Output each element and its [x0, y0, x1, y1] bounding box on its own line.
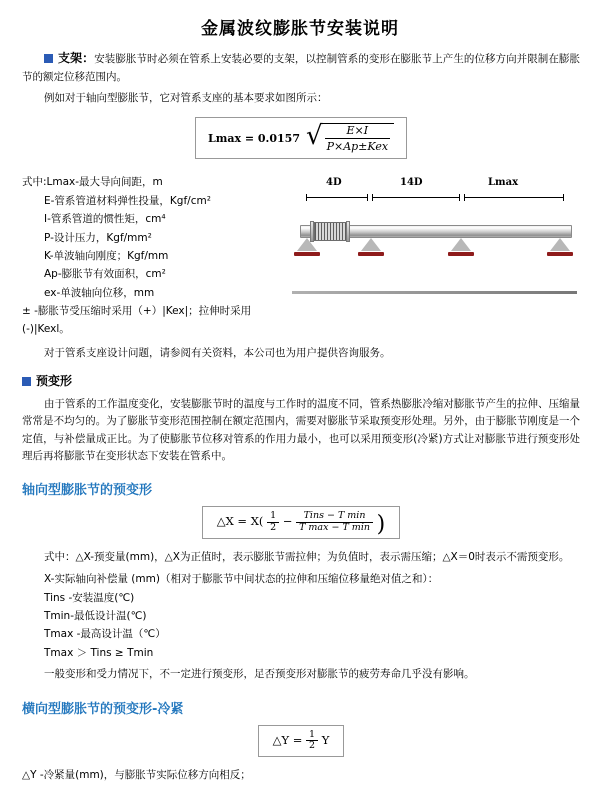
support-icon [547, 238, 573, 256]
support-icon [358, 238, 384, 256]
blue-square-bullet-icon [22, 377, 31, 386]
dimension-segment-lmax [464, 197, 564, 198]
document-content [0, 49, 600, 785]
definition-item: 式中:Lmax-最大导向间距，m [22, 176, 163, 189]
axial-item: Tins -安装温度(℃) [44, 591, 135, 604]
axial-temp-num: Tins − T min [296, 511, 373, 523]
definition-item: E-管系管道材料弹性投量，Kgf/cm² [44, 194, 211, 207]
expansion-joint-diagram [292, 177, 577, 297]
formula-lmax-container [22, 117, 580, 159]
transverse-formula-rhs: Y [321, 732, 330, 747]
dimension-segment-14d [372, 197, 460, 198]
predeform-heading-row [22, 372, 580, 392]
axial-item: Tmax -最高设计温（℃） [44, 628, 166, 641]
definitions-list [22, 173, 292, 338]
axial-section-heading: 轴向型膨胀节的预变形 [22, 483, 153, 499]
axial-formula-lhs: △X = X( [216, 514, 264, 529]
formula-lmax-lhs: Lmax = 0.0157 [207, 131, 300, 145]
support-icon [294, 238, 320, 256]
transverse-formula-container [22, 725, 580, 758]
formula-lmax-denominator: P×Ap±Kex [326, 140, 389, 154]
diagram-dimension-lines [292, 193, 577, 203]
definition-item: ± -膨胀节受压缩时采用（+）|Kex|；拉伸时采用(-)|Kexl。 [22, 305, 252, 336]
axial-formula-minus: − [282, 514, 293, 529]
axial-formula-half [267, 511, 279, 534]
axial-formula-container [22, 506, 580, 539]
diagram-label-lmax: Lmax [488, 177, 519, 189]
sqrt-symbol-icon: √ $\frac{E\times I}{\text{P×Ap±Kex}}$ [306, 123, 394, 153]
transverse-formula-half [306, 730, 318, 753]
axial-temp-den: T max − T min [299, 522, 370, 534]
axial-description: 式中：△X-预变量(mm)，△X为正值时，表示膨胀节需拉伸；为负值时，表示需压缩；△X＝0时表示不需预变形。 [44, 551, 570, 563]
transverse-description: △Y -冷紧量(mm)，与膨胀节实际位移方向相反； [22, 769, 251, 782]
axial-footer: 一般变形和受力情况下，不一定进行预变形，足否预变形对膨胀节的疲劳寿命几乎没有影响。 [44, 668, 475, 681]
definition-item: ex-单波轴向位移，mm [44, 286, 155, 299]
page-title: 金属波纹膨胀节安装说明 [201, 19, 399, 39]
axial-item: Tmax ＞ Tins ≥ Tmin [44, 646, 154, 659]
bracket-heading: 支架： [58, 51, 95, 65]
support-icon [448, 238, 474, 256]
bracket-note: 对于管系支座设计问题，请参阅有关资料，本公司也为用户提供咨询服务。 [44, 346, 391, 359]
definition-item: K-单波轴向刚度；Kgf/mm [44, 249, 169, 262]
diagram-dimension-labels [292, 177, 577, 193]
bracket-paragraph-1 [22, 49, 580, 86]
axial-frac-num: 1 [267, 511, 279, 523]
predeform-heading: 预变形 [36, 374, 73, 389]
formula-lmax-fraction [321, 123, 394, 153]
definitions-and-diagram [22, 169, 580, 342]
formula-lmax [195, 117, 407, 159]
formula-lmax-numerator: E×I [325, 124, 390, 139]
transverse-frac-den: 2 [309, 740, 316, 752]
blue-square-bullet-icon [44, 54, 53, 63]
transverse-section-heading: 横向型膨胀节的预变形-冷紧 [22, 701, 184, 717]
definition-item: P-设计压力，Kgf/mm² [44, 231, 152, 244]
bellow-flange-right-icon [346, 221, 350, 242]
definition-item: Ap-膨胀节有效面积，cm² [44, 268, 166, 281]
definition-item: I-管系管道的惯性矩，cm⁴ [44, 213, 166, 226]
pipe-assembly [292, 203, 577, 267]
diagram-label-4d: 4D [326, 177, 342, 189]
transverse-formula [258, 725, 345, 758]
dimension-segment-4d [306, 197, 368, 198]
predeform-paragraph: 由于管系的工作温度变化，安装膨胀节时的温度与工作时的温度不同，管系热膨胀冷缩对膨胀节产生的拉伸、压缩量常常是不均匀的。为了膨胀节变形范围控制在额定范围内，需要对膨胀节采取预变形处理。另外，由于膨胀节刚度是一个定值，与补偿量成正比。为了使膨胀节位移对管系的作用力最小，也可以采用预变形(冷紧)方式让对膨胀节进行预变形处理后再将膨胀节在变形状态下安装在管系中。 [22, 397, 580, 462]
axial-item: X-实际轴向补偿量 (mm)（相对于膨胀节中间状态的拉伸和压缩位移量绝对值之和）： [44, 573, 439, 586]
transverse-frac-num: 1 [306, 730, 318, 742]
transverse-formula-lhs: △Y = [272, 732, 303, 747]
axial-formula-rhs: ) [376, 512, 386, 538]
axial-item: Tmin-最低设计温(℃) [44, 610, 147, 623]
axial-formula-temp-fraction [296, 511, 373, 534]
axial-frac-den: 2 [270, 522, 277, 534]
document-page [0, 14, 600, 782]
axial-formula [202, 506, 400, 539]
ground-line [292, 291, 577, 294]
bracket-text-1: 安装膨胀节时必须在管系上安装必要的支架，以控制管系的变形在膨胀节上产生的位移方向并限制在膨胀节的额定位移范围内。 [22, 53, 580, 83]
diagram-label-14d: 14D [400, 177, 423, 189]
axial-items-list [22, 570, 580, 662]
bracket-paragraph-2: 例如对于轴向型膨胀节，它对管系支座的基本要求如图所示： [44, 92, 328, 105]
